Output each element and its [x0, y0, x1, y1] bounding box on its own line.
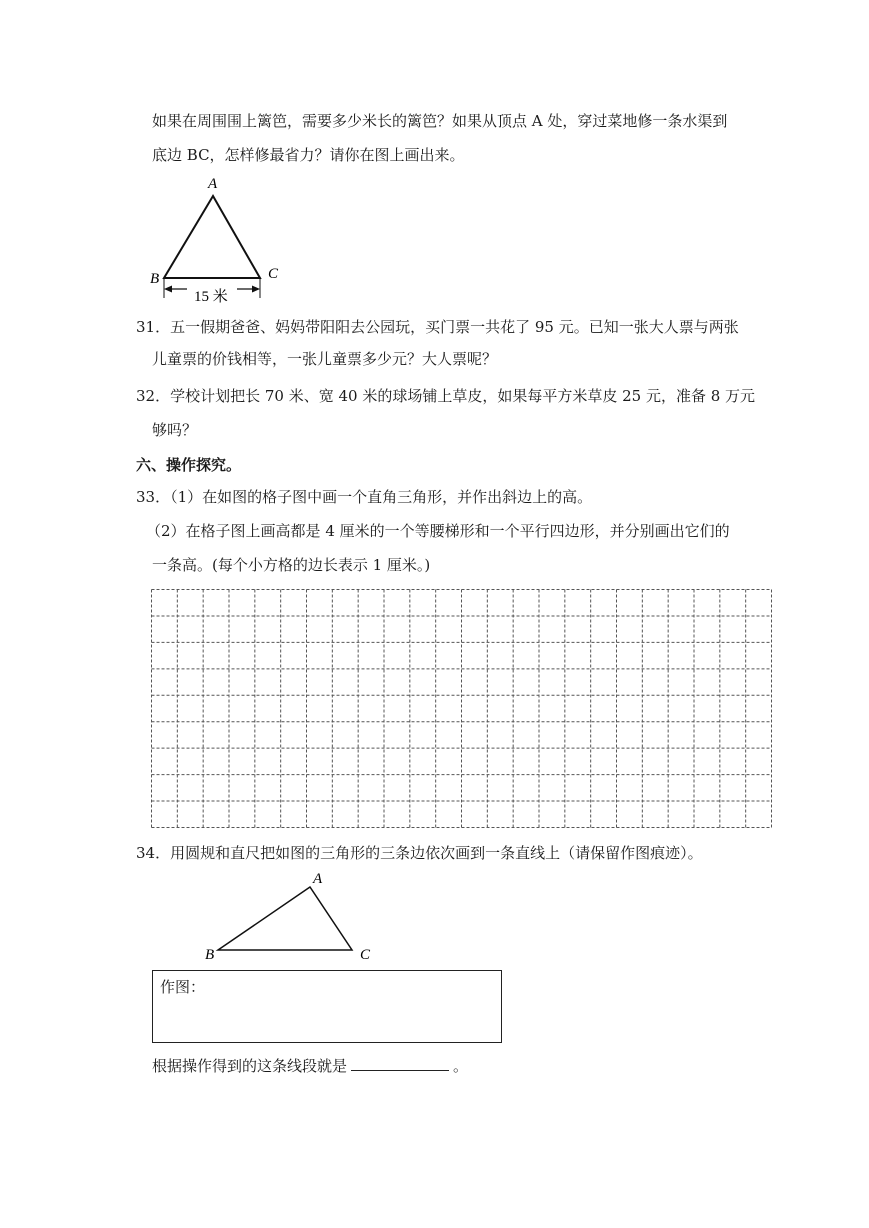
base-length-label: 15 米 [194, 289, 228, 305]
q34-text-line1: 34．用圆规和直尺把如图的三角形的三条边依次画到一条直线上（请保留作图痕迹）。 [136, 844, 703, 862]
vertex-label-a: A [208, 176, 218, 192]
q33-text-line3: 一条高。(每个小方格的边长表示 1 厘米。) [152, 556, 431, 574]
vertex-label-b: B [205, 947, 215, 963]
drawing-box[interactable] [152, 970, 502, 1043]
q30-text-line1: 如果在周围围上篱笆，需要多少米长的篱笆？如果从顶点 A 处，穿过菜地修一条水渠到 [152, 112, 728, 130]
q33-text-line1: 33．（1）在如图的格子图中画一个直角三角形，并作出斜边上的高。 [136, 488, 593, 506]
vertex-label-c: C [360, 947, 371, 963]
triangle-abc [164, 196, 260, 278]
q30-text-line2: 底边 BC，怎样修最省力？请你在图上画出来。 [152, 146, 465, 164]
q32-text-line1: 32．学校计划把长 70 米、宽 40 米的球场铺上草皮，如果每平方米草皮 25 元，准备 8 万元 [136, 387, 756, 405]
vertex-label-a: A [313, 871, 323, 887]
answer-suffix: 。 [453, 1057, 469, 1075]
answer-prefix: 根据操作得到的这条线段就是 [152, 1057, 348, 1075]
q31-text-line1: 31．五一假期爸爸、妈妈带阳阳去公园玩，买门票一共花了 95 元。已知一张大人票与两张 [136, 318, 739, 336]
vertex-label-b: B [150, 271, 160, 287]
drawing-box-label: 作图： [160, 978, 206, 996]
q32-text-line2: 够吗？ [152, 421, 198, 439]
q33-text-line2: （2）在格子图上画高都是 4 厘米的一个等腰梯形和一个平行四边形，并分别画出它们的 [146, 522, 730, 540]
vertex-label-c: C [268, 266, 279, 282]
q31-text-line2: 儿童票的价钱相等，一张儿童票多少元？大人票呢？ [152, 350, 498, 368]
triangle-abc [218, 887, 352, 950]
dashed-grid[interactable] [150, 588, 773, 829]
q34-triangle-figure [195, 866, 385, 966]
q30-triangle-figure [140, 172, 300, 307]
section-title: 六、操作探究。 [136, 456, 242, 474]
answer-blank[interactable] [351, 1056, 449, 1071]
q34-answer-line [152, 1056, 468, 1076]
